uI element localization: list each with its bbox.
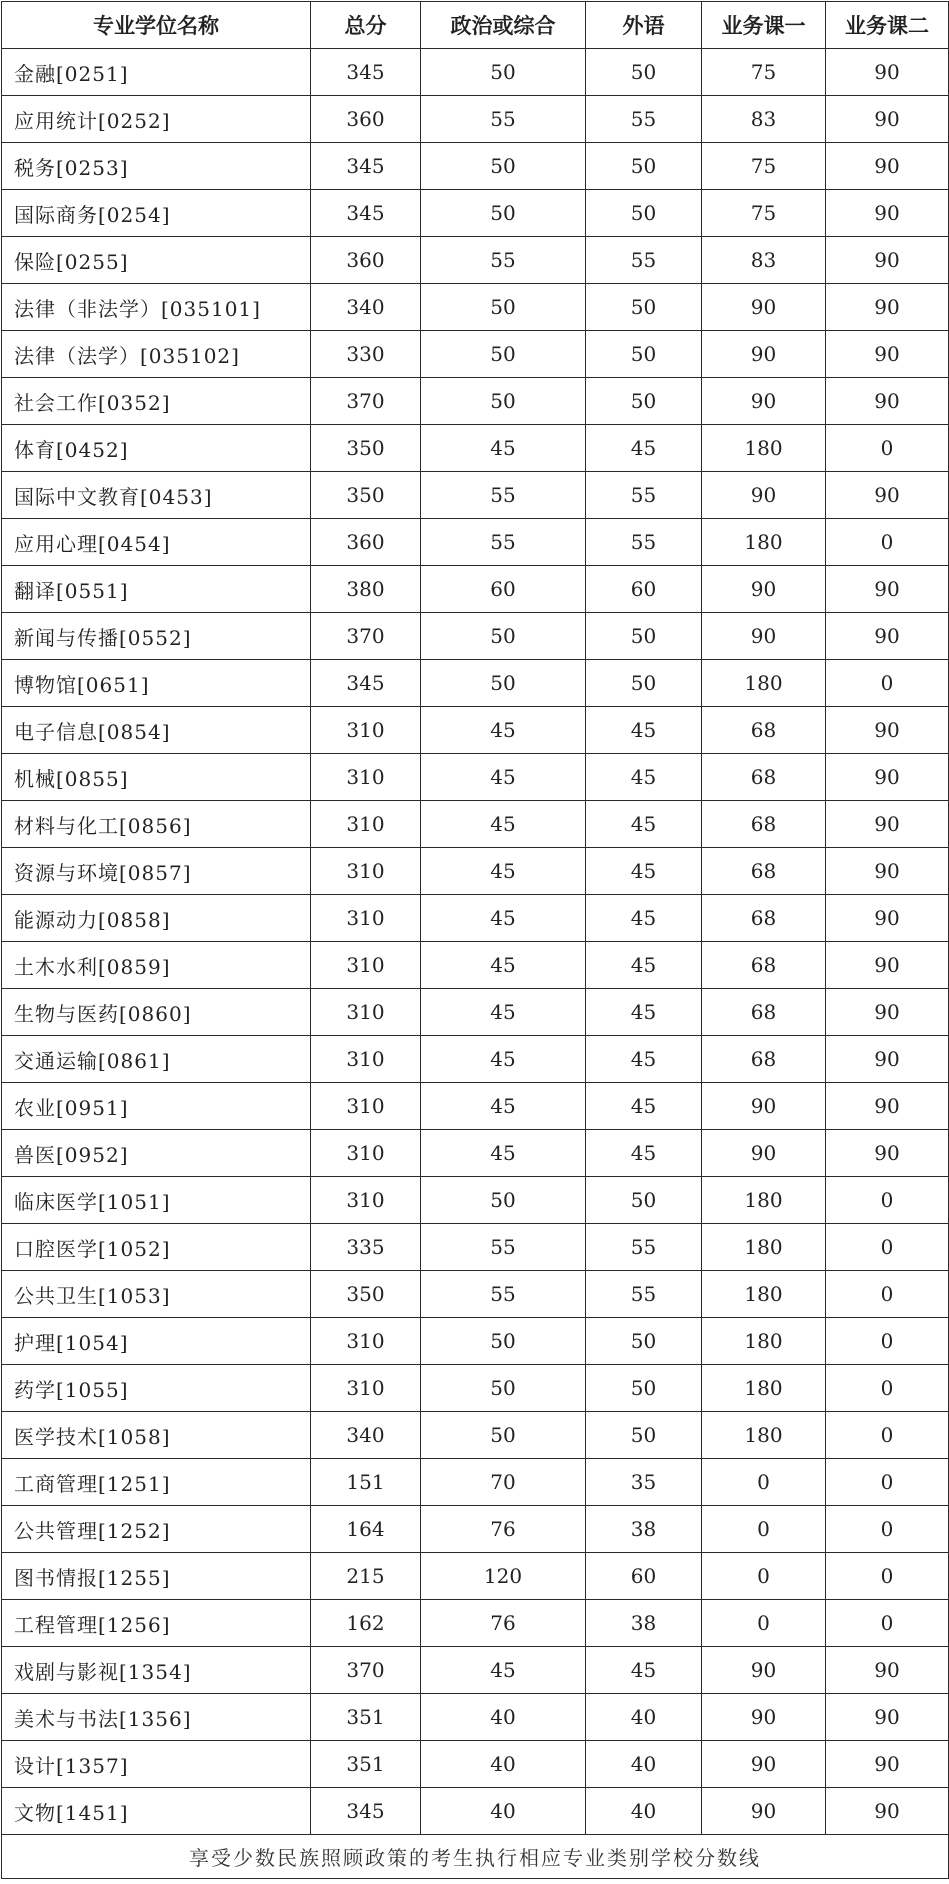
total-score-cell: 345 bbox=[311, 143, 421, 190]
subject-one-score-cell: 68 bbox=[702, 754, 826, 801]
politics-score-cell: 50 bbox=[421, 143, 586, 190]
subject-one-score-cell: 180 bbox=[702, 1318, 826, 1365]
degree-name-cell: 农业[0951] bbox=[2, 1083, 311, 1130]
total-score-cell: 310 bbox=[311, 1036, 421, 1083]
subject-one-score-cell: 180 bbox=[702, 425, 826, 472]
table-row bbox=[2, 989, 949, 1036]
foreign-language-score-cell: 45 bbox=[586, 754, 702, 801]
foreign-language-score-cell: 50 bbox=[586, 331, 702, 378]
subject-one-score-cell: 75 bbox=[702, 143, 826, 190]
foreign-language-score-cell: 50 bbox=[586, 190, 702, 237]
degree-name-cell: 公共卫生[1053] bbox=[2, 1271, 311, 1318]
politics-score-cell: 45 bbox=[421, 1130, 586, 1177]
degree-name-cell: 美术与书法[1356] bbox=[2, 1694, 311, 1741]
subject-one-score-cell: 90 bbox=[702, 1741, 826, 1788]
foreign-language-score-cell: 45 bbox=[586, 942, 702, 989]
politics-score-cell: 50 bbox=[421, 284, 586, 331]
table-row bbox=[2, 143, 949, 190]
table-row bbox=[2, 1177, 949, 1224]
header-total-score: 总分 bbox=[311, 2, 421, 49]
degree-name-cell: 博物馆[0651] bbox=[2, 660, 311, 707]
header-subject-one: 业务课一 bbox=[702, 2, 826, 49]
subject-one-score-cell: 68 bbox=[702, 942, 826, 989]
table-row bbox=[2, 1224, 949, 1271]
politics-score-cell: 40 bbox=[421, 1788, 586, 1835]
total-score-cell: 310 bbox=[311, 754, 421, 801]
subject-one-score-cell: 90 bbox=[702, 1694, 826, 1741]
foreign-language-score-cell: 50 bbox=[586, 660, 702, 707]
degree-name-cell: 公共管理[1252] bbox=[2, 1506, 311, 1553]
table-row bbox=[2, 942, 949, 989]
table-row bbox=[2, 1318, 949, 1365]
total-score-cell: 380 bbox=[311, 566, 421, 613]
foreign-language-score-cell: 45 bbox=[586, 1130, 702, 1177]
subject-two-score-cell: 90 bbox=[826, 613, 949, 660]
table-row bbox=[2, 1412, 949, 1459]
table-row bbox=[2, 425, 949, 472]
subject-two-score-cell: 90 bbox=[826, 848, 949, 895]
subject-one-score-cell: 90 bbox=[702, 1788, 826, 1835]
foreign-language-score-cell: 55 bbox=[586, 472, 702, 519]
subject-one-score-cell: 68 bbox=[702, 989, 826, 1036]
total-score-cell: 345 bbox=[311, 660, 421, 707]
total-score-cell: 310 bbox=[311, 989, 421, 1036]
politics-score-cell: 45 bbox=[421, 425, 586, 472]
degree-name-cell: 戏剧与影视[1354] bbox=[2, 1647, 311, 1694]
subject-one-score-cell: 0 bbox=[702, 1553, 826, 1600]
table-row bbox=[2, 1788, 949, 1835]
subject-two-score-cell: 0 bbox=[826, 1553, 949, 1600]
foreign-language-score-cell: 60 bbox=[586, 566, 702, 613]
subject-one-score-cell: 180 bbox=[702, 1224, 826, 1271]
politics-score-cell: 50 bbox=[421, 1365, 586, 1412]
subject-one-score-cell: 90 bbox=[702, 378, 826, 425]
subject-one-score-cell: 90 bbox=[702, 1130, 826, 1177]
subject-one-score-cell: 0 bbox=[702, 1459, 826, 1506]
table-row bbox=[2, 472, 949, 519]
subject-one-score-cell: 180 bbox=[702, 1271, 826, 1318]
subject-one-score-cell: 90 bbox=[702, 1647, 826, 1694]
header-degree-name: 专业学位名称 bbox=[2, 2, 311, 49]
total-score-cell: 360 bbox=[311, 237, 421, 284]
politics-score-cell: 45 bbox=[421, 848, 586, 895]
subject-one-score-cell: 180 bbox=[702, 519, 826, 566]
subject-two-score-cell: 90 bbox=[826, 1130, 949, 1177]
subject-two-score-cell: 0 bbox=[826, 519, 949, 566]
subject-one-score-cell: 90 bbox=[702, 566, 826, 613]
politics-score-cell: 45 bbox=[421, 801, 586, 848]
degree-name-cell: 工程管理[1256] bbox=[2, 1600, 311, 1647]
subject-one-score-cell: 68 bbox=[702, 1036, 826, 1083]
foreign-language-score-cell: 55 bbox=[586, 96, 702, 143]
table-row bbox=[2, 754, 949, 801]
subject-one-score-cell: 90 bbox=[702, 1083, 826, 1130]
foreign-language-score-cell: 38 bbox=[586, 1506, 702, 1553]
subject-two-score-cell: 90 bbox=[826, 1647, 949, 1694]
footnote-row bbox=[2, 1835, 949, 1879]
subject-two-score-cell: 90 bbox=[826, 96, 949, 143]
table-row bbox=[2, 378, 949, 425]
header-politics: 政治或综合 bbox=[421, 2, 586, 49]
total-score-cell: 335 bbox=[311, 1224, 421, 1271]
degree-name-cell: 资源与环境[0857] bbox=[2, 848, 311, 895]
header-foreign-language: 外语 bbox=[586, 2, 702, 49]
degree-name-cell: 兽医[0952] bbox=[2, 1130, 311, 1177]
table-row bbox=[2, 1647, 949, 1694]
subject-one-score-cell: 180 bbox=[702, 1365, 826, 1412]
score-table bbox=[1, 1, 949, 1879]
subject-one-score-cell: 90 bbox=[702, 472, 826, 519]
subject-two-score-cell: 0 bbox=[826, 1506, 949, 1553]
table-row bbox=[2, 660, 949, 707]
table-row bbox=[2, 1553, 949, 1600]
politics-score-cell: 76 bbox=[421, 1506, 586, 1553]
subject-one-score-cell: 75 bbox=[702, 190, 826, 237]
table-row bbox=[2, 848, 949, 895]
foreign-language-score-cell: 50 bbox=[586, 1318, 702, 1365]
degree-name-cell: 土木水利[0859] bbox=[2, 942, 311, 989]
politics-score-cell: 70 bbox=[421, 1459, 586, 1506]
politics-score-cell: 55 bbox=[421, 472, 586, 519]
politics-score-cell: 45 bbox=[421, 707, 586, 754]
subject-one-score-cell: 68 bbox=[702, 848, 826, 895]
subject-two-score-cell: 90 bbox=[826, 378, 949, 425]
subject-two-score-cell: 0 bbox=[826, 1365, 949, 1412]
subject-one-score-cell: 75 bbox=[702, 49, 826, 96]
table-body bbox=[2, 49, 949, 1835]
subject-two-score-cell: 0 bbox=[826, 1318, 949, 1365]
subject-two-score-cell: 90 bbox=[826, 143, 949, 190]
subject-one-score-cell: 0 bbox=[702, 1600, 826, 1647]
subject-one-score-cell: 90 bbox=[702, 613, 826, 660]
degree-name-cell: 设计[1357] bbox=[2, 1741, 311, 1788]
politics-score-cell: 45 bbox=[421, 942, 586, 989]
total-score-cell: 370 bbox=[311, 378, 421, 425]
total-score-cell: 345 bbox=[311, 1788, 421, 1835]
footnote: 享受少数民族照顾政策的考生执行相应专业类别学校分数线 bbox=[2, 1835, 949, 1879]
table-row bbox=[2, 1694, 949, 1741]
subject-one-score-cell: 83 bbox=[702, 96, 826, 143]
subject-two-score-cell: 90 bbox=[826, 1694, 949, 1741]
foreign-language-score-cell: 45 bbox=[586, 989, 702, 1036]
politics-score-cell: 45 bbox=[421, 895, 586, 942]
total-score-cell: 340 bbox=[311, 1412, 421, 1459]
subject-one-score-cell: 90 bbox=[702, 331, 826, 378]
degree-name-cell: 医学技术[1058] bbox=[2, 1412, 311, 1459]
total-score-cell: 310 bbox=[311, 942, 421, 989]
subject-two-score-cell: 90 bbox=[826, 942, 949, 989]
subject-two-score-cell: 0 bbox=[826, 1271, 949, 1318]
table-row bbox=[2, 237, 949, 284]
subject-two-score-cell: 90 bbox=[826, 989, 949, 1036]
degree-name-cell: 社会工作[0352] bbox=[2, 378, 311, 425]
table-row bbox=[2, 96, 949, 143]
degree-name-cell: 金融[0251] bbox=[2, 49, 311, 96]
politics-score-cell: 50 bbox=[421, 190, 586, 237]
politics-score-cell: 55 bbox=[421, 1224, 586, 1271]
total-score-cell: 310 bbox=[311, 801, 421, 848]
subject-two-score-cell: 0 bbox=[826, 1459, 949, 1506]
subject-two-score-cell: 0 bbox=[826, 1177, 949, 1224]
foreign-language-score-cell: 45 bbox=[586, 707, 702, 754]
subject-two-score-cell: 90 bbox=[826, 1788, 949, 1835]
politics-score-cell: 55 bbox=[421, 237, 586, 284]
total-score-cell: 360 bbox=[311, 96, 421, 143]
table-row bbox=[2, 1506, 949, 1553]
table-row bbox=[2, 519, 949, 566]
foreign-language-score-cell: 50 bbox=[586, 1365, 702, 1412]
total-score-cell: 340 bbox=[311, 284, 421, 331]
degree-name-cell: 生物与医药[0860] bbox=[2, 989, 311, 1036]
foreign-language-score-cell: 50 bbox=[586, 1412, 702, 1459]
subject-two-score-cell: 90 bbox=[826, 754, 949, 801]
header-subject-two: 业务课二 bbox=[826, 2, 949, 49]
table-row bbox=[2, 1600, 949, 1647]
subject-two-score-cell: 90 bbox=[826, 1741, 949, 1788]
total-score-cell: 151 bbox=[311, 1459, 421, 1506]
politics-score-cell: 40 bbox=[421, 1694, 586, 1741]
total-score-cell: 215 bbox=[311, 1553, 421, 1600]
table-row bbox=[2, 613, 949, 660]
degree-name-cell: 护理[1054] bbox=[2, 1318, 311, 1365]
foreign-language-score-cell: 50 bbox=[586, 143, 702, 190]
total-score-cell: 370 bbox=[311, 613, 421, 660]
degree-name-cell: 体育[0452] bbox=[2, 425, 311, 472]
subject-one-score-cell: 0 bbox=[702, 1506, 826, 1553]
total-score-cell: 310 bbox=[311, 848, 421, 895]
politics-score-cell: 50 bbox=[421, 1318, 586, 1365]
table-row bbox=[2, 190, 949, 237]
degree-name-cell: 工商管理[1251] bbox=[2, 1459, 311, 1506]
foreign-language-score-cell: 45 bbox=[586, 425, 702, 472]
total-score-cell: 310 bbox=[311, 1318, 421, 1365]
degree-name-cell: 保险[0255] bbox=[2, 237, 311, 284]
total-score-cell: 350 bbox=[311, 425, 421, 472]
degree-name-cell: 翻译[0551] bbox=[2, 566, 311, 613]
politics-score-cell: 45 bbox=[421, 754, 586, 801]
politics-score-cell: 76 bbox=[421, 1600, 586, 1647]
foreign-language-score-cell: 45 bbox=[586, 1647, 702, 1694]
subject-two-score-cell: 90 bbox=[826, 190, 949, 237]
foreign-language-score-cell: 45 bbox=[586, 895, 702, 942]
subject-two-score-cell: 0 bbox=[826, 1600, 949, 1647]
politics-score-cell: 50 bbox=[421, 331, 586, 378]
foreign-language-score-cell: 45 bbox=[586, 1036, 702, 1083]
subject-two-score-cell: 90 bbox=[826, 707, 949, 754]
table-row bbox=[2, 895, 949, 942]
degree-name-cell: 国际中文教育[0453] bbox=[2, 472, 311, 519]
foreign-language-score-cell: 60 bbox=[586, 1553, 702, 1600]
table-row bbox=[2, 1036, 949, 1083]
table-row bbox=[2, 566, 949, 613]
subject-one-score-cell: 180 bbox=[702, 1412, 826, 1459]
degree-name-cell: 应用心理[0454] bbox=[2, 519, 311, 566]
subject-one-score-cell: 180 bbox=[702, 1177, 826, 1224]
degree-name-cell: 法律（非法学）[035101] bbox=[2, 284, 311, 331]
subject-two-score-cell: 0 bbox=[826, 1224, 949, 1271]
politics-score-cell: 45 bbox=[421, 989, 586, 1036]
politics-score-cell: 45 bbox=[421, 1647, 586, 1694]
degree-name-cell: 口腔医学[1052] bbox=[2, 1224, 311, 1271]
subject-one-score-cell: 68 bbox=[702, 707, 826, 754]
politics-score-cell: 55 bbox=[421, 519, 586, 566]
table-row bbox=[2, 1083, 949, 1130]
table-row bbox=[2, 801, 949, 848]
subject-two-score-cell: 90 bbox=[826, 472, 949, 519]
total-score-cell: 310 bbox=[311, 1177, 421, 1224]
degree-name-cell: 药学[1055] bbox=[2, 1365, 311, 1412]
total-score-cell: 310 bbox=[311, 1083, 421, 1130]
degree-name-cell: 交通运输[0861] bbox=[2, 1036, 311, 1083]
degree-name-cell: 机械[0855] bbox=[2, 754, 311, 801]
subject-one-score-cell: 90 bbox=[702, 284, 826, 331]
total-score-cell: 164 bbox=[311, 1506, 421, 1553]
subject-two-score-cell: 90 bbox=[826, 895, 949, 942]
degree-name-cell: 材料与化工[0856] bbox=[2, 801, 311, 848]
total-score-cell: 360 bbox=[311, 519, 421, 566]
subject-two-score-cell: 90 bbox=[826, 1083, 949, 1130]
header-row bbox=[2, 2, 949, 49]
total-score-cell: 351 bbox=[311, 1694, 421, 1741]
degree-name-cell: 图书情报[1255] bbox=[2, 1553, 311, 1600]
foreign-language-score-cell: 45 bbox=[586, 1083, 702, 1130]
foreign-language-score-cell: 50 bbox=[586, 378, 702, 425]
foreign-language-score-cell: 55 bbox=[586, 1224, 702, 1271]
total-score-cell: 330 bbox=[311, 331, 421, 378]
degree-name-cell: 临床医学[1051] bbox=[2, 1177, 311, 1224]
politics-score-cell: 60 bbox=[421, 566, 586, 613]
total-score-cell: 310 bbox=[311, 1365, 421, 1412]
foreign-language-score-cell: 45 bbox=[586, 848, 702, 895]
subject-one-score-cell: 68 bbox=[702, 801, 826, 848]
total-score-cell: 310 bbox=[311, 1130, 421, 1177]
politics-score-cell: 50 bbox=[421, 49, 586, 96]
subject-two-score-cell: 90 bbox=[826, 284, 949, 331]
subject-two-score-cell: 0 bbox=[826, 660, 949, 707]
total-score-cell: 350 bbox=[311, 472, 421, 519]
subject-one-score-cell: 180 bbox=[702, 660, 826, 707]
table-row bbox=[2, 1459, 949, 1506]
politics-score-cell: 45 bbox=[421, 1083, 586, 1130]
subject-two-score-cell: 90 bbox=[826, 566, 949, 613]
foreign-language-score-cell: 55 bbox=[586, 519, 702, 566]
table-row bbox=[2, 284, 949, 331]
table-row bbox=[2, 331, 949, 378]
subject-two-score-cell: 0 bbox=[826, 1412, 949, 1459]
foreign-language-score-cell: 55 bbox=[586, 1271, 702, 1318]
foreign-language-score-cell: 50 bbox=[586, 613, 702, 660]
politics-score-cell: 50 bbox=[421, 1412, 586, 1459]
foreign-language-score-cell: 40 bbox=[586, 1788, 702, 1835]
subject-two-score-cell: 90 bbox=[826, 237, 949, 284]
politics-score-cell: 50 bbox=[421, 660, 586, 707]
table-row bbox=[2, 1365, 949, 1412]
table-row bbox=[2, 49, 949, 96]
table-row bbox=[2, 1741, 949, 1788]
foreign-language-score-cell: 50 bbox=[586, 284, 702, 331]
politics-score-cell: 55 bbox=[421, 1271, 586, 1318]
subject-two-score-cell: 0 bbox=[826, 425, 949, 472]
politics-score-cell: 45 bbox=[421, 1036, 586, 1083]
foreign-language-score-cell: 40 bbox=[586, 1694, 702, 1741]
politics-score-cell: 55 bbox=[421, 96, 586, 143]
table-row bbox=[2, 1271, 949, 1318]
degree-name-cell: 应用统计[0252] bbox=[2, 96, 311, 143]
foreign-language-score-cell: 40 bbox=[586, 1741, 702, 1788]
total-score-cell: 162 bbox=[311, 1600, 421, 1647]
foreign-language-score-cell: 50 bbox=[586, 1177, 702, 1224]
total-score-cell: 345 bbox=[311, 190, 421, 237]
degree-name-cell: 文物[1451] bbox=[2, 1788, 311, 1835]
total-score-cell: 310 bbox=[311, 895, 421, 942]
degree-name-cell: 新闻与传播[0552] bbox=[2, 613, 311, 660]
degree-name-cell: 法律（法学）[035102] bbox=[2, 331, 311, 378]
degree-name-cell: 国际商务[0254] bbox=[2, 190, 311, 237]
total-score-cell: 310 bbox=[311, 707, 421, 754]
politics-score-cell: 50 bbox=[421, 378, 586, 425]
politics-score-cell: 50 bbox=[421, 613, 586, 660]
table-row bbox=[2, 1130, 949, 1177]
subject-two-score-cell: 90 bbox=[826, 331, 949, 378]
foreign-language-score-cell: 35 bbox=[586, 1459, 702, 1506]
degree-name-cell: 能源动力[0858] bbox=[2, 895, 311, 942]
table-row bbox=[2, 707, 949, 754]
subject-two-score-cell: 90 bbox=[826, 49, 949, 96]
politics-score-cell: 40 bbox=[421, 1741, 586, 1788]
politics-score-cell: 50 bbox=[421, 1177, 586, 1224]
foreign-language-score-cell: 50 bbox=[586, 49, 702, 96]
degree-name-cell: 税务[0253] bbox=[2, 143, 311, 190]
total-score-cell: 351 bbox=[311, 1741, 421, 1788]
total-score-cell: 370 bbox=[311, 1647, 421, 1694]
foreign-language-score-cell: 45 bbox=[586, 801, 702, 848]
degree-name-cell: 电子信息[0854] bbox=[2, 707, 311, 754]
total-score-cell: 345 bbox=[311, 49, 421, 96]
subject-two-score-cell: 90 bbox=[826, 801, 949, 848]
subject-two-score-cell: 90 bbox=[826, 1036, 949, 1083]
politics-score-cell: 120 bbox=[421, 1553, 586, 1600]
subject-one-score-cell: 83 bbox=[702, 237, 826, 284]
total-score-cell: 350 bbox=[311, 1271, 421, 1318]
foreign-language-score-cell: 38 bbox=[586, 1600, 702, 1647]
subject-one-score-cell: 68 bbox=[702, 895, 826, 942]
foreign-language-score-cell: 55 bbox=[586, 237, 702, 284]
